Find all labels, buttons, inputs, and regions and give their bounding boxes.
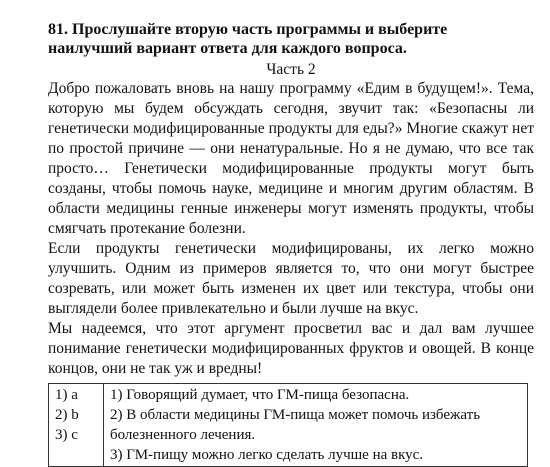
answer-statement-3: 3) ГМ-пищу можно легко сделать лучше на вкус. — [110, 447, 424, 463]
paragraph-intro: Добро пожаловать вновь на нашу программу «Едим в будущем!». Тема, которую мы будем обсуждать сегодня, звучит так: «Безопасны ли генетически модифицированные продукты для еды?» Многие скажут нет по простой причине — они ненатуральные. Но я не думаю, что все так просто… Генетически модифицированные продукты могут быть созданы, чтобы помочь науке, медицине и многим другим областям. В области медицины генные инженеры могут изменять продукты, чтобы смягчать протекание болезни. — [48, 80, 534, 237]
answer-keys-cell — [49, 384, 104, 467]
answer-key-1: 1) a — [55, 387, 78, 403]
answer-statement-1: 1) Говорящий думает, что ГМ-пища безопасна. — [110, 387, 410, 403]
answer-statement-2: 2) В области медицины ГМ-пища может помочь избежать болезненного лечения. — [110, 407, 481, 443]
answer-table — [48, 383, 528, 467]
part-heading: Часть 2 — [266, 61, 316, 78]
answer-statements-cell — [104, 384, 528, 467]
paragraph-improvement: Если продукты генетически модифицированы, их легко можно улучшить. Одним из примеров является то, что они могут быстрее созревать, или может быть изменен их цвет или текстура, чтобы они выглядели более привлекательно и были лучше на вкус. — [48, 240, 534, 317]
answer-key-3: 3) c — [55, 427, 78, 443]
paragraph-conclusion: Мы надеемся, что этот аргумент просветил вас и дал вам лучшее понимание генетически модифицированных фруктов и овощей. В конце концов, они не так уж и вредны! — [48, 320, 534, 377]
answer-row — [49, 384, 528, 467]
answer-key-2: 2) b — [55, 407, 79, 423]
task-heading: 81. Прослушайте вторую часть программы и выберите наилучший вариант ответа для каждого вопроса. — [48, 21, 448, 57]
